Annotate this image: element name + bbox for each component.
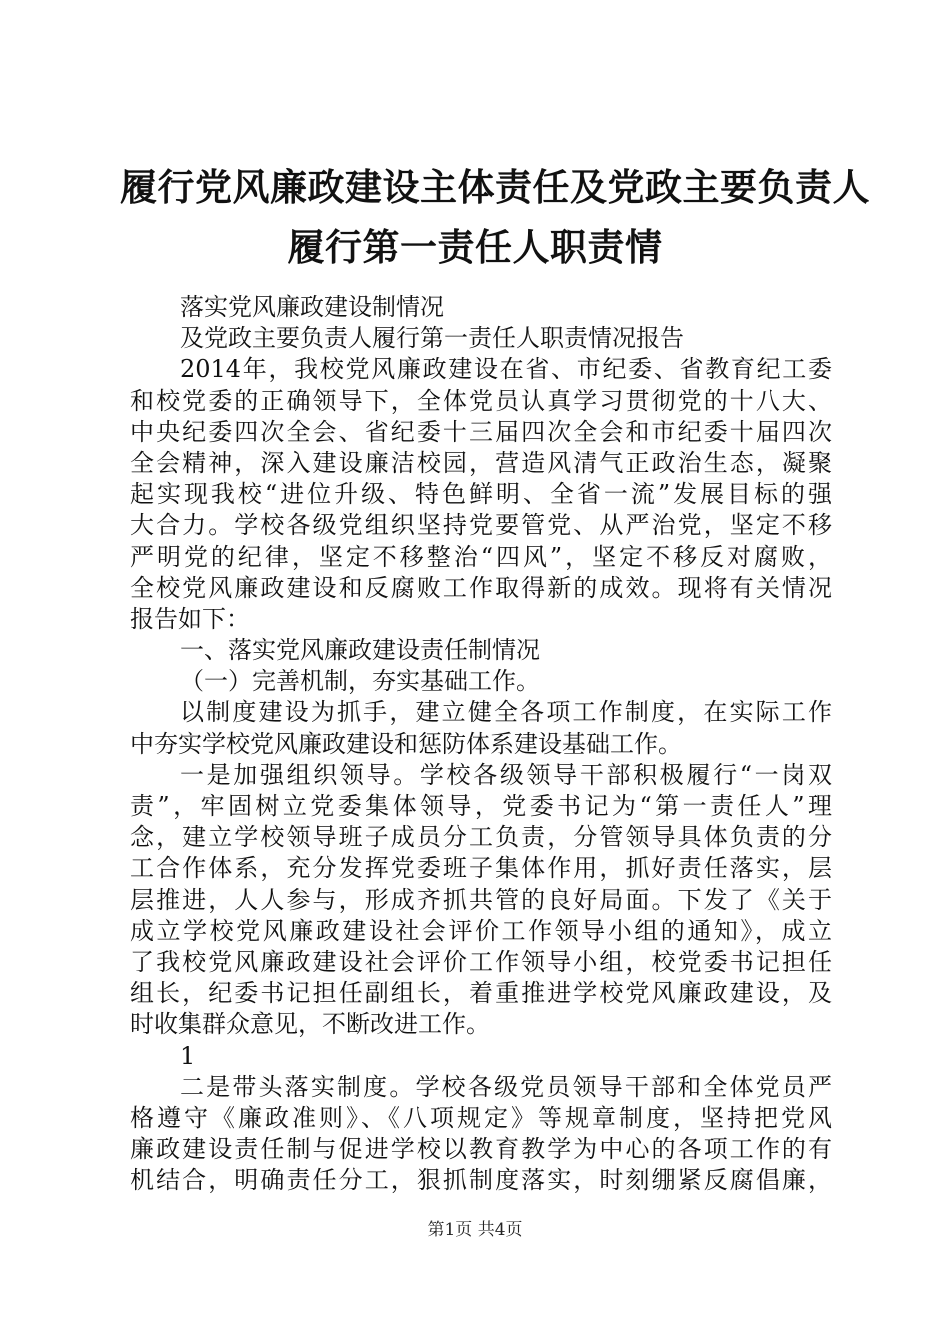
body-line: 廉政建设责任制与促进学校以教育教学为中心的各项工作的有: [130, 1135, 832, 1164]
body-line: 一、落实党风廉政建设责任制情况: [180, 636, 540, 665]
body-line: 层推进，人人参与，形成齐抓共管的良好局面。下发了《关于: [130, 885, 832, 914]
body-line: 责”，牢固树立党委集体领导，党委书记为“第一责任人”理: [130, 792, 832, 820]
body-line: 及党政主要负责人履行第一责任人职责情况报告: [180, 324, 684, 353]
body-line: 和校党委的正确领导下，全体党员认真学习贯彻党的十八大、: [130, 386, 832, 415]
body-line: 二是带头落实制度。学校各级党员领导干部和全体党员严: [180, 1072, 832, 1101]
body-line: 格遵守《廉政准则》、《八项规定》等规章制度，坚持把党风: [130, 1103, 832, 1132]
body-line: 1: [180, 1041, 196, 1070]
body-line: 大合力。学校各级党组织坚持党要管党、从严治党，坚定不移: [130, 511, 832, 540]
page-footer: 第1页 共4页: [427, 1220, 523, 1240]
body-line: 2014年，我校党风廉政建设在省、市纪委、省教育纪工委: [180, 355, 832, 384]
body-line: 工合作体系，充分发挥党委班子集体作用，抓好责任落实，层: [130, 854, 832, 883]
body-line: 中央纪委四次全会、省纪委十三届四次全会和市纪委十届四次: [130, 417, 832, 446]
body-line: 中夯实学校党风廉政建设和惩防体系建设基础工作。: [130, 729, 682, 758]
body-line: （一）完善机制，夯实基础工作。: [180, 667, 540, 696]
body-line: 起实现我校“进位升级、特色鲜明、全省一流”发展目标的强: [130, 480, 832, 509]
body-line: 时收集群众意见，不断改进工作。: [130, 1010, 490, 1039]
body-line: 了我校党风廉政建设社会评价工作领导小组，校党委书记担任: [130, 947, 832, 976]
body-line: 报告如下：: [130, 604, 250, 633]
body-line: 落实党风廉政建设制情况: [180, 293, 444, 321]
body-line: 念，建立学校领导班子成员分工负责，分管领导具体负责的分: [130, 823, 832, 852]
document-title-line-1: 履行党风廉政建设主体责任及党政主要负责人: [120, 166, 870, 209]
body-line: 一是加强组织领导。学校各级领导干部积极履行“一岗双: [180, 760, 832, 789]
body-line: 全校党风廉政建设和反腐败工作取得新的成效。现将有关情况: [130, 573, 832, 602]
body-line: 机结合，明确责任分工，狠抓制度落实，时刻绷紧反腐倡廉，: [130, 1166, 832, 1195]
body-line: 成立学校党风廉政建设社会评价工作领导小组的通知》，成立: [130, 916, 832, 945]
body-line: 组长，纪委书记担任副组长，着重推进学校党风廉政建设，及: [130, 979, 832, 1008]
document-title-line-2: 履行第一责任人职责情: [287, 226, 663, 269]
document-body: [130, 292, 832, 1196]
body-line: 严明党的纪律，坚定不移整治“四风”，坚定不移反对腐败，: [130, 542, 832, 571]
body-line: 以制度建设为抓手，建立健全各项工作制度，在实际工作: [180, 698, 832, 727]
body-line: 全会精神，深入建设廉洁校园，营造风清气正政治生态，凝聚: [130, 448, 832, 477]
